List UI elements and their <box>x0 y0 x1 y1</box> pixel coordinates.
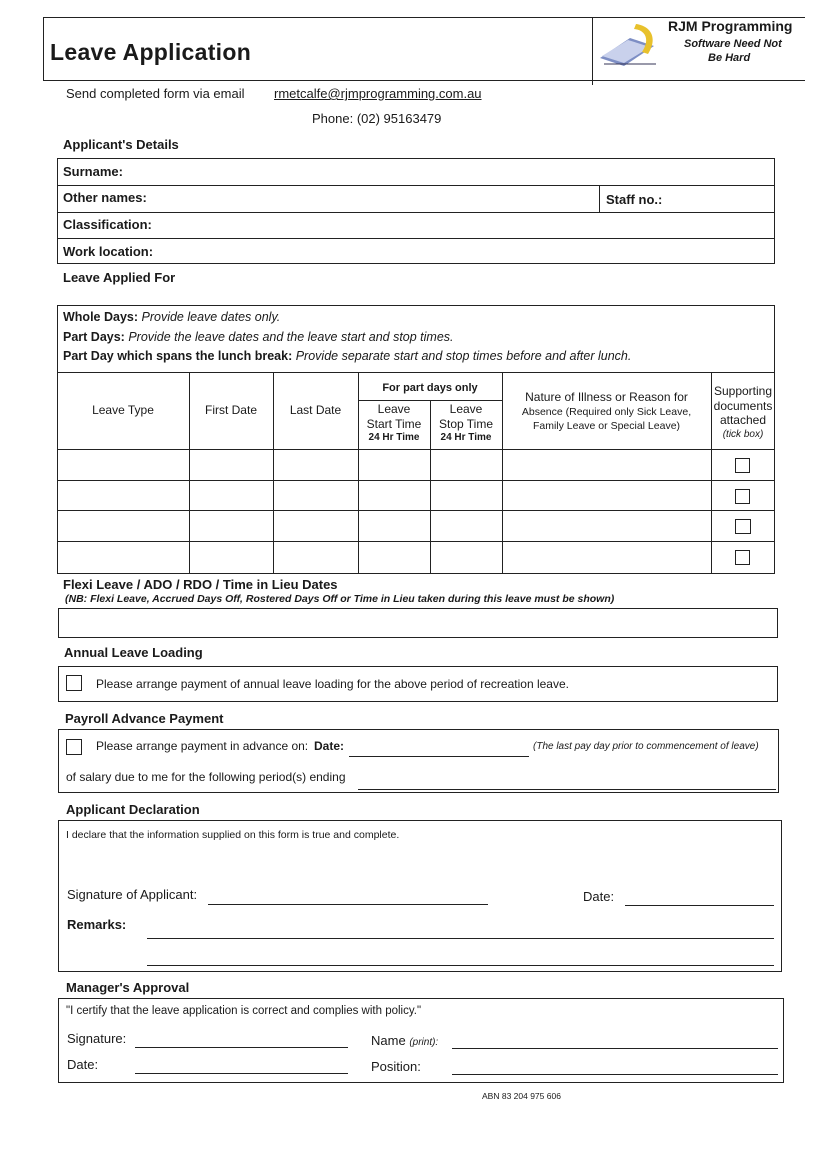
lunch-label: Part Day which spans the lunch break: <box>63 349 293 363</box>
supporting-docs-checkbox[interactable] <box>735 458 750 473</box>
manager-position-label: Position: <box>371 1059 421 1074</box>
col-first-date: First Date <box>204 403 257 417</box>
col-docs-line-2: documents <box>713 398 773 413</box>
supporting-docs-checkbox[interactable] <box>735 489 750 504</box>
loading-text: Please arrange payment of annual leave loading for the above period of recreation leave. <box>96 677 569 691</box>
remarks-field[interactable] <box>147 965 774 966</box>
header-bottom-rule <box>43 80 805 81</box>
col-stop-time <box>430 402 502 446</box>
col-start-line-2: Start Time <box>366 416 422 431</box>
header-divider <box>592 17 593 85</box>
col-last-date: Last Date <box>289 403 342 417</box>
loading-checkbox[interactable] <box>66 675 82 691</box>
work-location-field[interactable]: Work location: <box>63 244 154 259</box>
applicant-row-divider <box>57 238 775 239</box>
col-docs-line-3: attached <box>719 413 767 427</box>
logo-icon <box>596 20 660 68</box>
contact-phone: Phone: (02) 95163479 <box>312 111 442 126</box>
col-nature-line-3: Family Leave or Special Leave) <box>532 420 681 432</box>
classification-field[interactable]: Classification: <box>63 217 152 232</box>
table-header-top <box>57 372 775 373</box>
whole-days-note: Provide leave dates only. <box>141 310 281 324</box>
col-start-time <box>358 402 430 446</box>
manager-name-word: Name <box>371 1033 406 1048</box>
col-nature <box>502 390 711 434</box>
remarks-field[interactable] <box>147 938 774 939</box>
part-days-label: Part Days: <box>63 330 125 344</box>
col-docs-line-1: Supporting <box>713 384 773 398</box>
payroll-checkbox[interactable] <box>66 739 82 755</box>
applicant-date-field[interactable] <box>625 905 774 906</box>
applicant-section-title: Applicant's Details <box>63 137 179 152</box>
payroll-date-label: Date: <box>314 739 345 753</box>
part-days-note: Provide the leave dates and the leave start and stop times. <box>128 330 454 344</box>
applicant-signature-label: Signature of Applicant: <box>67 887 198 902</box>
lunch-note: Provide separate start and stop times before and after lunch. <box>295 349 632 363</box>
loading-section-title: Annual Leave Loading <box>64 645 203 660</box>
approval-text: "I certify that the leave application is correct and complies with policy." <box>66 1005 422 1017</box>
table-row[interactable] <box>58 542 774 573</box>
manager-signature-label: Signature: <box>67 1031 127 1046</box>
declaration-text: I declare that the information supplied on this form is true and complete. <box>66 829 400 841</box>
send-instructions: Send completed form via email <box>66 86 245 101</box>
col-stop-line-1: Leave <box>449 402 483 416</box>
col-start-line-3: 24 Hr Time <box>368 432 420 443</box>
staff-no-field[interactable]: Staff no.: <box>606 192 663 207</box>
footer-abn: ABN 83 204 975 606 <box>482 1091 561 1101</box>
col-stop-line-3: 24 Hr Time <box>440 432 492 443</box>
manager-name-print: (print): <box>409 1037 439 1048</box>
col-start-line-1: Leave <box>377 402 411 416</box>
surname-field[interactable]: Surname: <box>63 164 123 179</box>
manager-date-field[interactable] <box>135 1073 348 1074</box>
remarks-label: Remarks: <box>67 917 127 932</box>
company-tagline-1: Software Need Not <box>684 38 782 50</box>
applicant-date-label: Date: <box>583 889 615 904</box>
company-name: RJM Programming <box>668 18 793 34</box>
supporting-docs-checkbox[interactable] <box>735 550 750 565</box>
header-left-rule <box>43 17 44 81</box>
declaration-section-title: Applicant Declaration <box>66 802 200 817</box>
leave-section-title: Leave Applied For <box>63 270 176 285</box>
contact-email-link[interactable]: rmetcalfe@rjmprogramming.com.au <box>274 86 482 101</box>
payroll-period-text: of salary due to me for the following period(s) ending <box>66 770 346 784</box>
whole-days-instruction <box>63 310 280 324</box>
payroll-period-field[interactable] <box>358 789 776 790</box>
col-stop-line-2: Stop Time <box>438 416 494 431</box>
manager-signature-field[interactable] <box>135 1047 348 1048</box>
payroll-section-title: Payroll Advance Payment <box>65 711 224 726</box>
page-title: Leave Application <box>50 39 252 65</box>
flexi-section-title: Flexi Leave / ADO / RDO / Time in Lieu Dates <box>63 577 338 592</box>
applicant-row-divider <box>57 212 775 213</box>
approval-section-title: Manager's Approval <box>66 980 190 995</box>
col-nature-line-1: Nature of Illness or Reason for <box>525 390 688 404</box>
manager-date-label: Date: <box>67 1057 99 1072</box>
supporting-docs-checkbox[interactable] <box>735 519 751 534</box>
col-part-days-only: For part days only <box>382 382 478 394</box>
company-logo <box>596 20 660 68</box>
payroll-note: (The last pay day prior to commencement of leave) <box>533 741 759 752</box>
manager-position-field[interactable] <box>452 1074 778 1075</box>
table-row[interactable] <box>58 450 774 480</box>
part-days-instruction <box>63 330 454 344</box>
payroll-date-field[interactable] <box>349 756 529 757</box>
col-supporting-docs <box>711 384 775 442</box>
other-names-field[interactable]: Other names: <box>63 190 147 205</box>
lunch-instruction <box>63 349 631 363</box>
staff-no-divider <box>599 185 600 212</box>
whole-days-label: Whole Days: <box>63 310 139 324</box>
applicant-row-divider <box>57 185 775 186</box>
col-leave-type: Leave Type <box>92 403 154 417</box>
applicant-details-box <box>57 158 775 264</box>
manager-name-label <box>371 1033 438 1048</box>
manager-name-field[interactable] <box>452 1048 778 1049</box>
flexi-dates-field[interactable] <box>58 608 778 638</box>
col-nature-line-2: Absence (Required only Sick Leave, <box>521 405 692 418</box>
payroll-text: Please arrange payment in advance on: <box>96 739 309 753</box>
table-row[interactable] <box>58 481 774 510</box>
applicant-signature-field[interactable] <box>208 904 488 905</box>
company-tagline-2: Be Hard <box>708 52 751 64</box>
flexi-note: (NB: Flexi Leave, Accrued Days Off, Rostered Days Off or Time in Lieu taken during this leave must be shown) <box>65 593 615 605</box>
col-docs-line-4: (tick box) <box>722 428 764 440</box>
table-row[interactable] <box>58 511 774 541</box>
